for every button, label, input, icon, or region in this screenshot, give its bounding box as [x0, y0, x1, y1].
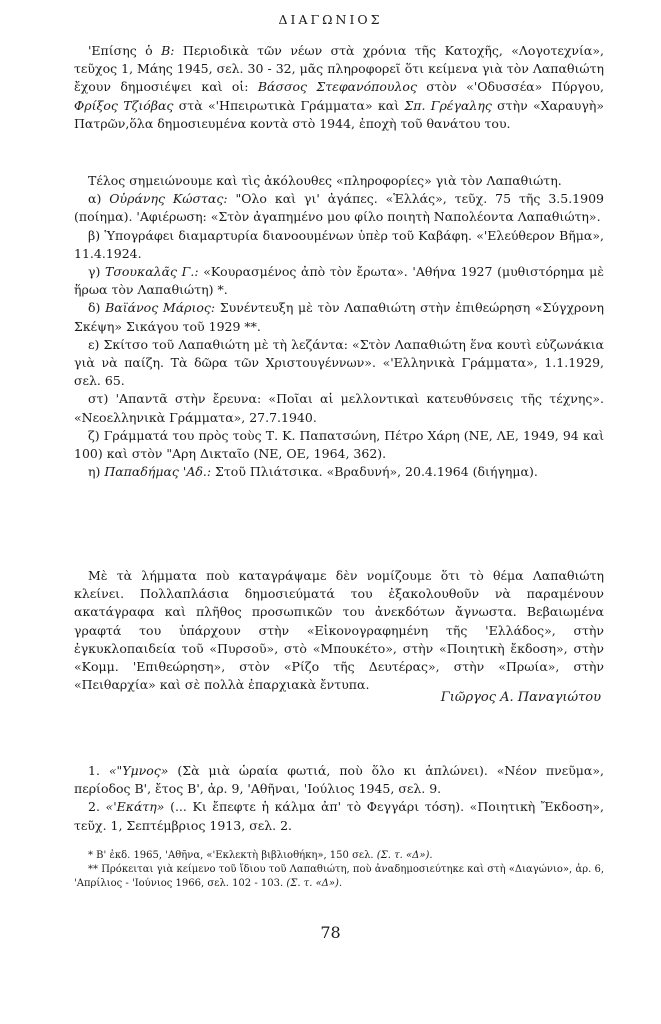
editor-note: * Β' ἐκδ. 1965, 'Αθῆνα, «'Εκλεκτὴ βιβλιοθήκη», 150 σελ. (Σ. τ. «Δ»).	[88, 850, 433, 861]
editor-note: ** Πρόκειται γιὰ κείμενο τοῦ ἴδιου τοῦ Λαπαθιώτη, ποὺ ἀναδημοσιεύτηκε καὶ στὴ «Διαγώνιο», ἀρ. 6, 'Απρίλιος - 'Ιούνιος 1966, σελ. 102 - 103. (Σ. τ. «Δ»).	[74, 864, 604, 889]
list-item: β) Ὑπογράφει διαμαρτυρία διανοουμένων ὑπὲρ τοῦ Καβάφη. «'Ελεύθερον Βῆμα», 11.4.1924.	[74, 227, 604, 261]
info-list	[74, 172, 604, 481]
list-item: ζ) Γράμματά του πρὸς τοὺς Τ. Κ. Παπατσώνη, Πέτρο Χάρη (ΝΕ, ΛΕ, 1949, 94 καὶ 100) καὶ στὸν "Αρη Δικταῖο (ΝΕ, ΟΕ, 1964, 362).	[74, 427, 604, 462]
list-item: στ) 'Απαντᾶ στὴν ἔρευνα: «Ποῖαι αἱ μελλοντικαὶ κατευθύνσεις τῆς τέχνης». «Νεοελληνικὰ Γράμματα», 27.7.1940.	[74, 391, 604, 425]
paragraph-sources: 'Επίσης ὁ Β: Περιοδικὰ τῶν νέων στὰ χρόνια τῆς Κατοχῆς, «Λογοτεχνία», τεῦχος 1, Μάης 1945, σελ. 30 - 32, μᾶς πληροφορεῖ ὅτι κείμενα γιὰ τὸν Λαπαθιώτη ἔχουν δημοσιέψει καὶ οἱ: Βάσσος Στεφανόπουλος στὸν «'Οδυσσέα» Πύργου, Φρίξος Τζιόβας στὰ «'Ηπειρωτικὰ Γράμματα» καὶ Σπ. Γρέγαλης στὴν «Χαραυγὴ» Πατρῶν,ὅλα δημοσιευμένα κοντὰ στὸ 1944, ἐποχὴ τοῦ θανάτου του.	[74, 43, 604, 131]
author-signature: Γιῶργος Α. Παναγιώτου	[440, 690, 601, 705]
footnote: 1. «"Υμνος» (Σὰ μιὰ ὡραία φωτιά, ποὺ ὅλο κι ἁπλώνει). «Νέον πνεῦμα», περίοδος Β', ἔτος Β', ἀρ. 9, 'Αθῆναι, 'Ιούλιος 1945, σελ. 9.	[74, 763, 604, 797]
footnotes	[74, 762, 604, 835]
info-intro: Τέλος σημειώνουμε καὶ τὶς ἀκόλουθες «πληροφορίες» γιὰ τὸν Λαπαθιώτη.	[88, 173, 562, 188]
running-header: ΔΙΑΓΩΝΙΟΣ	[278, 12, 383, 27]
list-item: η) Παπαδήμας 'Αδ.: Στοῦ Πλιάτσικα. «Βραδυνή», 20.4.1964 (διήγημα).	[88, 464, 538, 480]
page-number: 78	[320, 923, 341, 942]
footnote: 2. «'Εκάτη» (... Κι ἔπεφτε ἡ κάλμα ἀπ' τὸ Φεγγάρι τόση). «Ποιητικὴ Ἔκδοση», τεῦχ. 1, Σεπτέμβριος 1913, σελ. 2.	[74, 799, 604, 833]
list-item: ε) Σκίτσο τοῦ Λαπαθιώτη μὲ τὴ λεζάντα: «Στὸν Λαπαθιώτη ἕνα κουτὶ εὐζωνάκια γιὰ νὰ παίζη. Τὰ δῶρα τῶν Χριστουγέννων». «'Ελληνικὰ Γράμματα», 1.1.1929, σελ. 65.	[74, 336, 604, 389]
list-item: γ) Τσουκαλᾶς Γ.: «Κουρασμένος ἀπὸ τὸν ἔρωτα». 'Αθήνα 1927 (μυθιστόρημα μὲ ἥρωα τὸν Λαπαθιώτη) *.	[74, 264, 604, 298]
editor-notes	[74, 849, 604, 891]
list-item: α) Οὐράνης Κώστας: "Ολο καὶ γι' ἀγάπες. «Ἑλλάς», τεῦχ. 75 τῆς 3.5.1909 (ποίημα). 'Αφιέρωση: «Στὸν ἀγαπημένο μου φίλο ποιητὴ Ναπολέοντα Λαπαθιώτη».	[74, 191, 604, 225]
paragraph-conclusion: Μὲ τὰ λήμματα ποὺ καταγράψαμε δὲν νομίζουμε ὅτι τὸ θέμα Λαπαθιώτη κλείνει. Πολλαπλάσια δημοσιεύματά του ἐξακολουθοῦν νὰ παραμένουν ακατάγραφα καὶ πλῆθος προσωπικῶν του ἀνεκδότων ἄγνωστα. Βεβαιωμένα γραφτά του ὑπάρχουν στὴν «Εἰκονογραφημένη τῆς 'Ελλάδος», στὴν ἐγκυκλοπαιδεία τοῦ «Πυρσοῦ», στὸ «Μπουκέτο», στὴν «Ποιητικὴ ἔκδοση», στὴν «Κομμ. 'Επιθεώρηση», στὸν «Ρίζο τῆς Δευτέρας», στὴν «Πρωία», στὴν «Πειθαρχία» καὶ σὲ πολλὰ ἐπαρχιακὰ ἔντυπα.	[74, 568, 604, 693]
list-item: δ) Βαϊάνος Μάριος: Συνέντευξη μὲ τὸν Λαπαθιώτη στὴν ἐπιθεώρηση «Σύγχρονη Σκέψη» Σικάγου τοῦ 1929 **.	[74, 300, 604, 334]
